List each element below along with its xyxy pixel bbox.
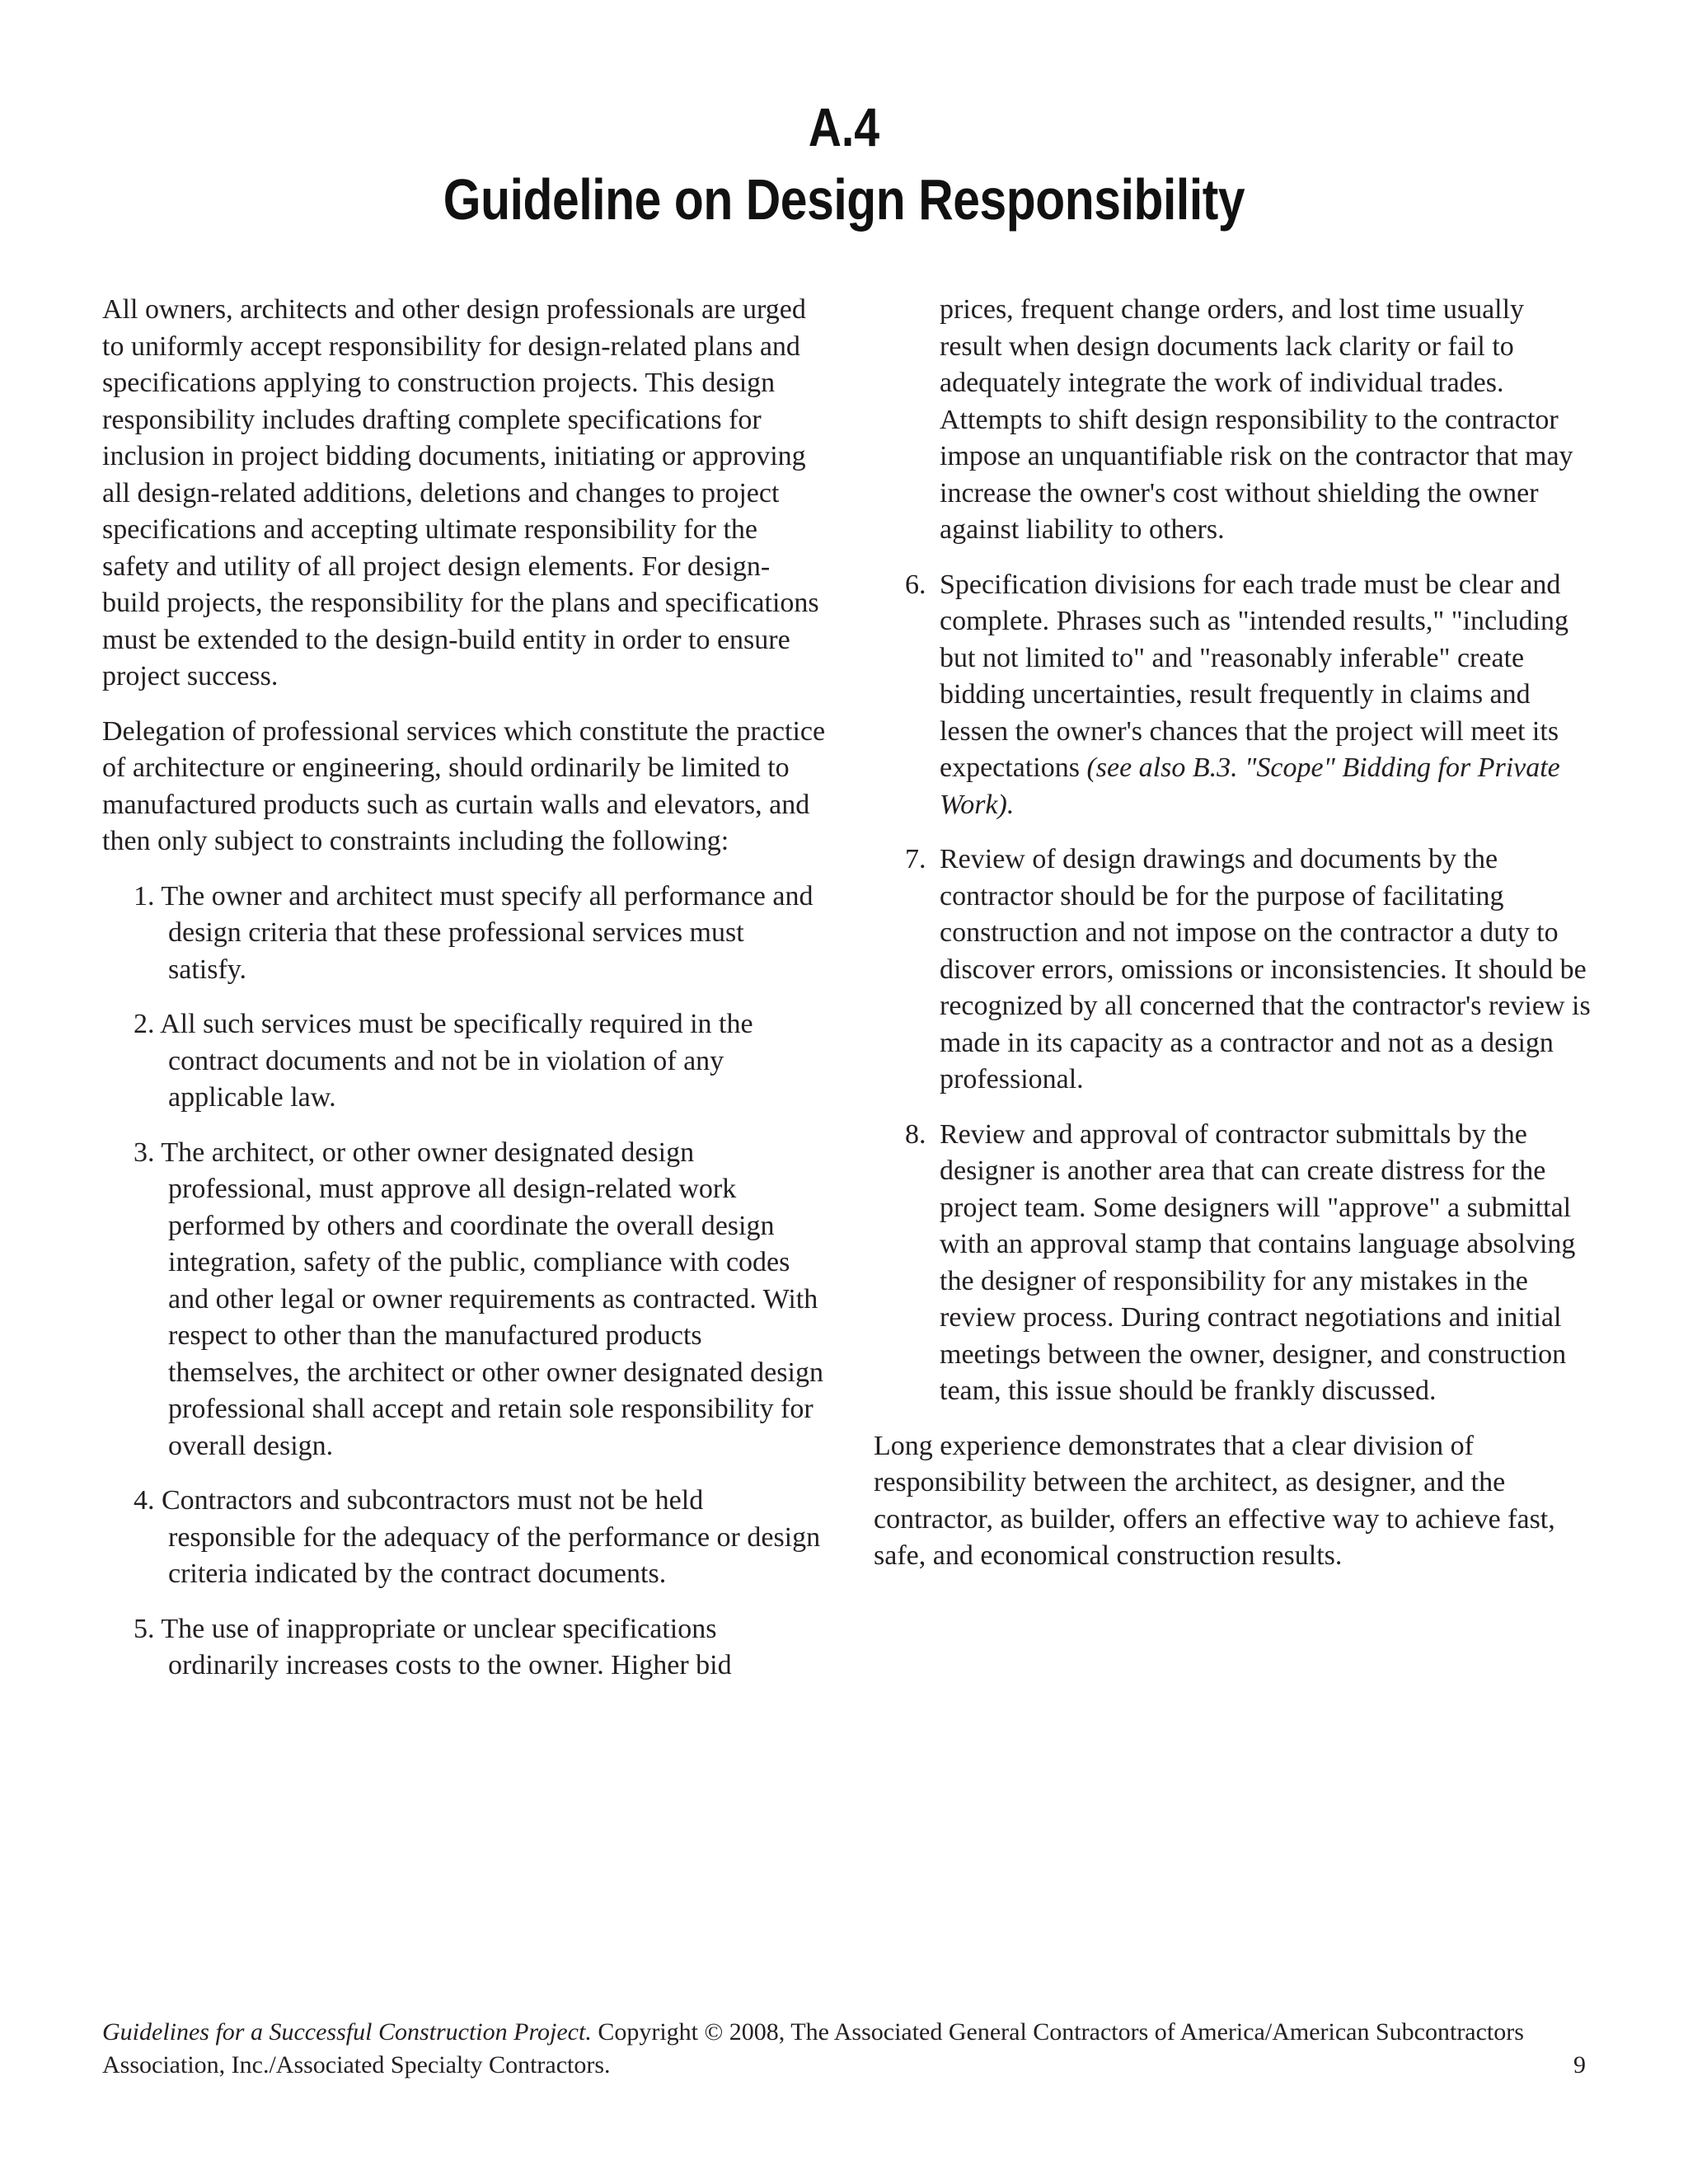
list-item-continuation <box>874 292 1591 549</box>
list-item-text: Specification divisions for each trade must be clear and complete. Phrases such as "intended results," "including but not limited to" and "reasonably inferable" create bidding uncertainties, result frequently in claims and lessen the owner's chances that the project will meet its expectations <box>940 569 1569 783</box>
list-number: 1. <box>134 880 155 912</box>
cross-reference: (see also B.3. "Scope" Bidding for Private Work). <box>940 752 1560 820</box>
list-item-text: The owner and architect must specify all performance and design criteria that these professional services must satisfy. <box>161 880 814 985</box>
list-item <box>102 1483 826 1593</box>
page-header <box>135 91 1553 236</box>
constraints-list-continued <box>874 292 1591 1410</box>
page-number: 9 <box>1573 2051 1586 2079</box>
page-footer <box>102 2016 1586 2082</box>
page-title: Guideline on Design Responsibility <box>443 167 1245 232</box>
list-item-text: Contractors and subcontractors must not be held responsible for the adequacy of the performance or design criteria indicated by the contract documents. <box>162 1485 821 1589</box>
constraints-list <box>102 879 826 1685</box>
delegation-paragraph: Delegation of professional services which constitute the practice of architecture or engineering, should ordinarily be limited to manufactured products such as curtain walls and elevators, and then only subject to constraints including the following: <box>102 715 826 856</box>
list-item-text: Review and approval of contractor submittals by the designer is another area that can create distress for the project team. Some designers will "approve" a submittal with an approval stamp that contains language absolving the designer of responsibility for any mistakes in the review process. During contract negotiations and initial meetings between the owner, designer, and construction team, this issue should be frankly discussed. <box>940 1118 1576 1406</box>
intro-paragraph: All owners, architects and other design professionals are urged to uniformly accept responsibility for design-related plans and specifications applying to construction projects. This design responsibility includes drafting complete specifications for inclusion in project bidding documents, initiating or approving all design-related additions, deletions and changes to project specifications and accepting ultimate responsibility for the safety and utility of all project design elements. For design-build projects, the responsibility for the plans and specifications must be extended to the design-build entity in order to ensure project success. <box>102 294 819 691</box>
section-number: A.4 <box>808 96 880 157</box>
list-item <box>102 1611 826 1685</box>
list-item <box>874 841 1591 1099</box>
footer-book-title: Guidelines for a Successful Construction Project. <box>102 2018 592 2046</box>
list-item <box>102 1135 826 1465</box>
list-item <box>874 1117 1591 1410</box>
list-number: 7. <box>905 844 926 874</box>
list-number: 5. <box>134 1613 155 1644</box>
list-number: 3. <box>134 1137 155 1168</box>
footer-copyright: Copyright © 2008, The Associated General Contractors of America/American Subcontractors Association, Inc./Associated Specialty Contractors. <box>102 2018 1524 2079</box>
list-number: 6. <box>905 569 926 600</box>
list-item-text: All such services must be specifically required in the contract documents and not be in violation of any applicable law. <box>160 1009 753 1113</box>
list-item-text: The architect, or other owner designated design professional, must approve all design-related work performed by others and coordinate the overall design integration, safety of the public, compliance with codes and other legal or owner requirements as contracted. With respect to other than the manufactured products themselves, the architect or other owner designated design professional shall accept and retain sole responsibility for overall design. <box>161 1137 823 1461</box>
list-item-text: The use of inappropriate or unclear specifications ordinarily increases costs to the owner. Higher bid <box>161 1613 732 1680</box>
list-number: 4. <box>134 1485 155 1516</box>
list-number: 8. <box>905 1118 926 1150</box>
list-item <box>102 879 826 989</box>
left-column <box>102 292 826 1703</box>
list-item-text: Review of design drawings and documents by the contractor should be for the purpose of facilitating construction and not impose on the contractor a duty to discover errors, omissions or inconsistencies. It should be recognized by all concerned that the contractor's review is made in its capacity as a contractor and not as a design professional. <box>940 844 1591 1094</box>
list-item <box>102 1006 826 1117</box>
list-number: 2. <box>134 1009 155 1039</box>
closing-paragraph: Long experience demonstrates that a clear division of responsibility between the architect, as designer, and the contractor, as builder, offers an effective way to achieve fast, safe, and economical construction results. <box>874 1430 1555 1571</box>
list-item <box>874 567 1591 824</box>
list-item-text: prices, frequent change orders, and lost time usually result when design documents lack clarity or fail to adequately integrate the work of individual trades. Attempts to shift design responsibility to the contractor impose an unquantifiable risk on the contractor that may increase the owner's cost without shielding the owner against liability to others. <box>940 294 1573 545</box>
right-column <box>874 292 1591 1593</box>
